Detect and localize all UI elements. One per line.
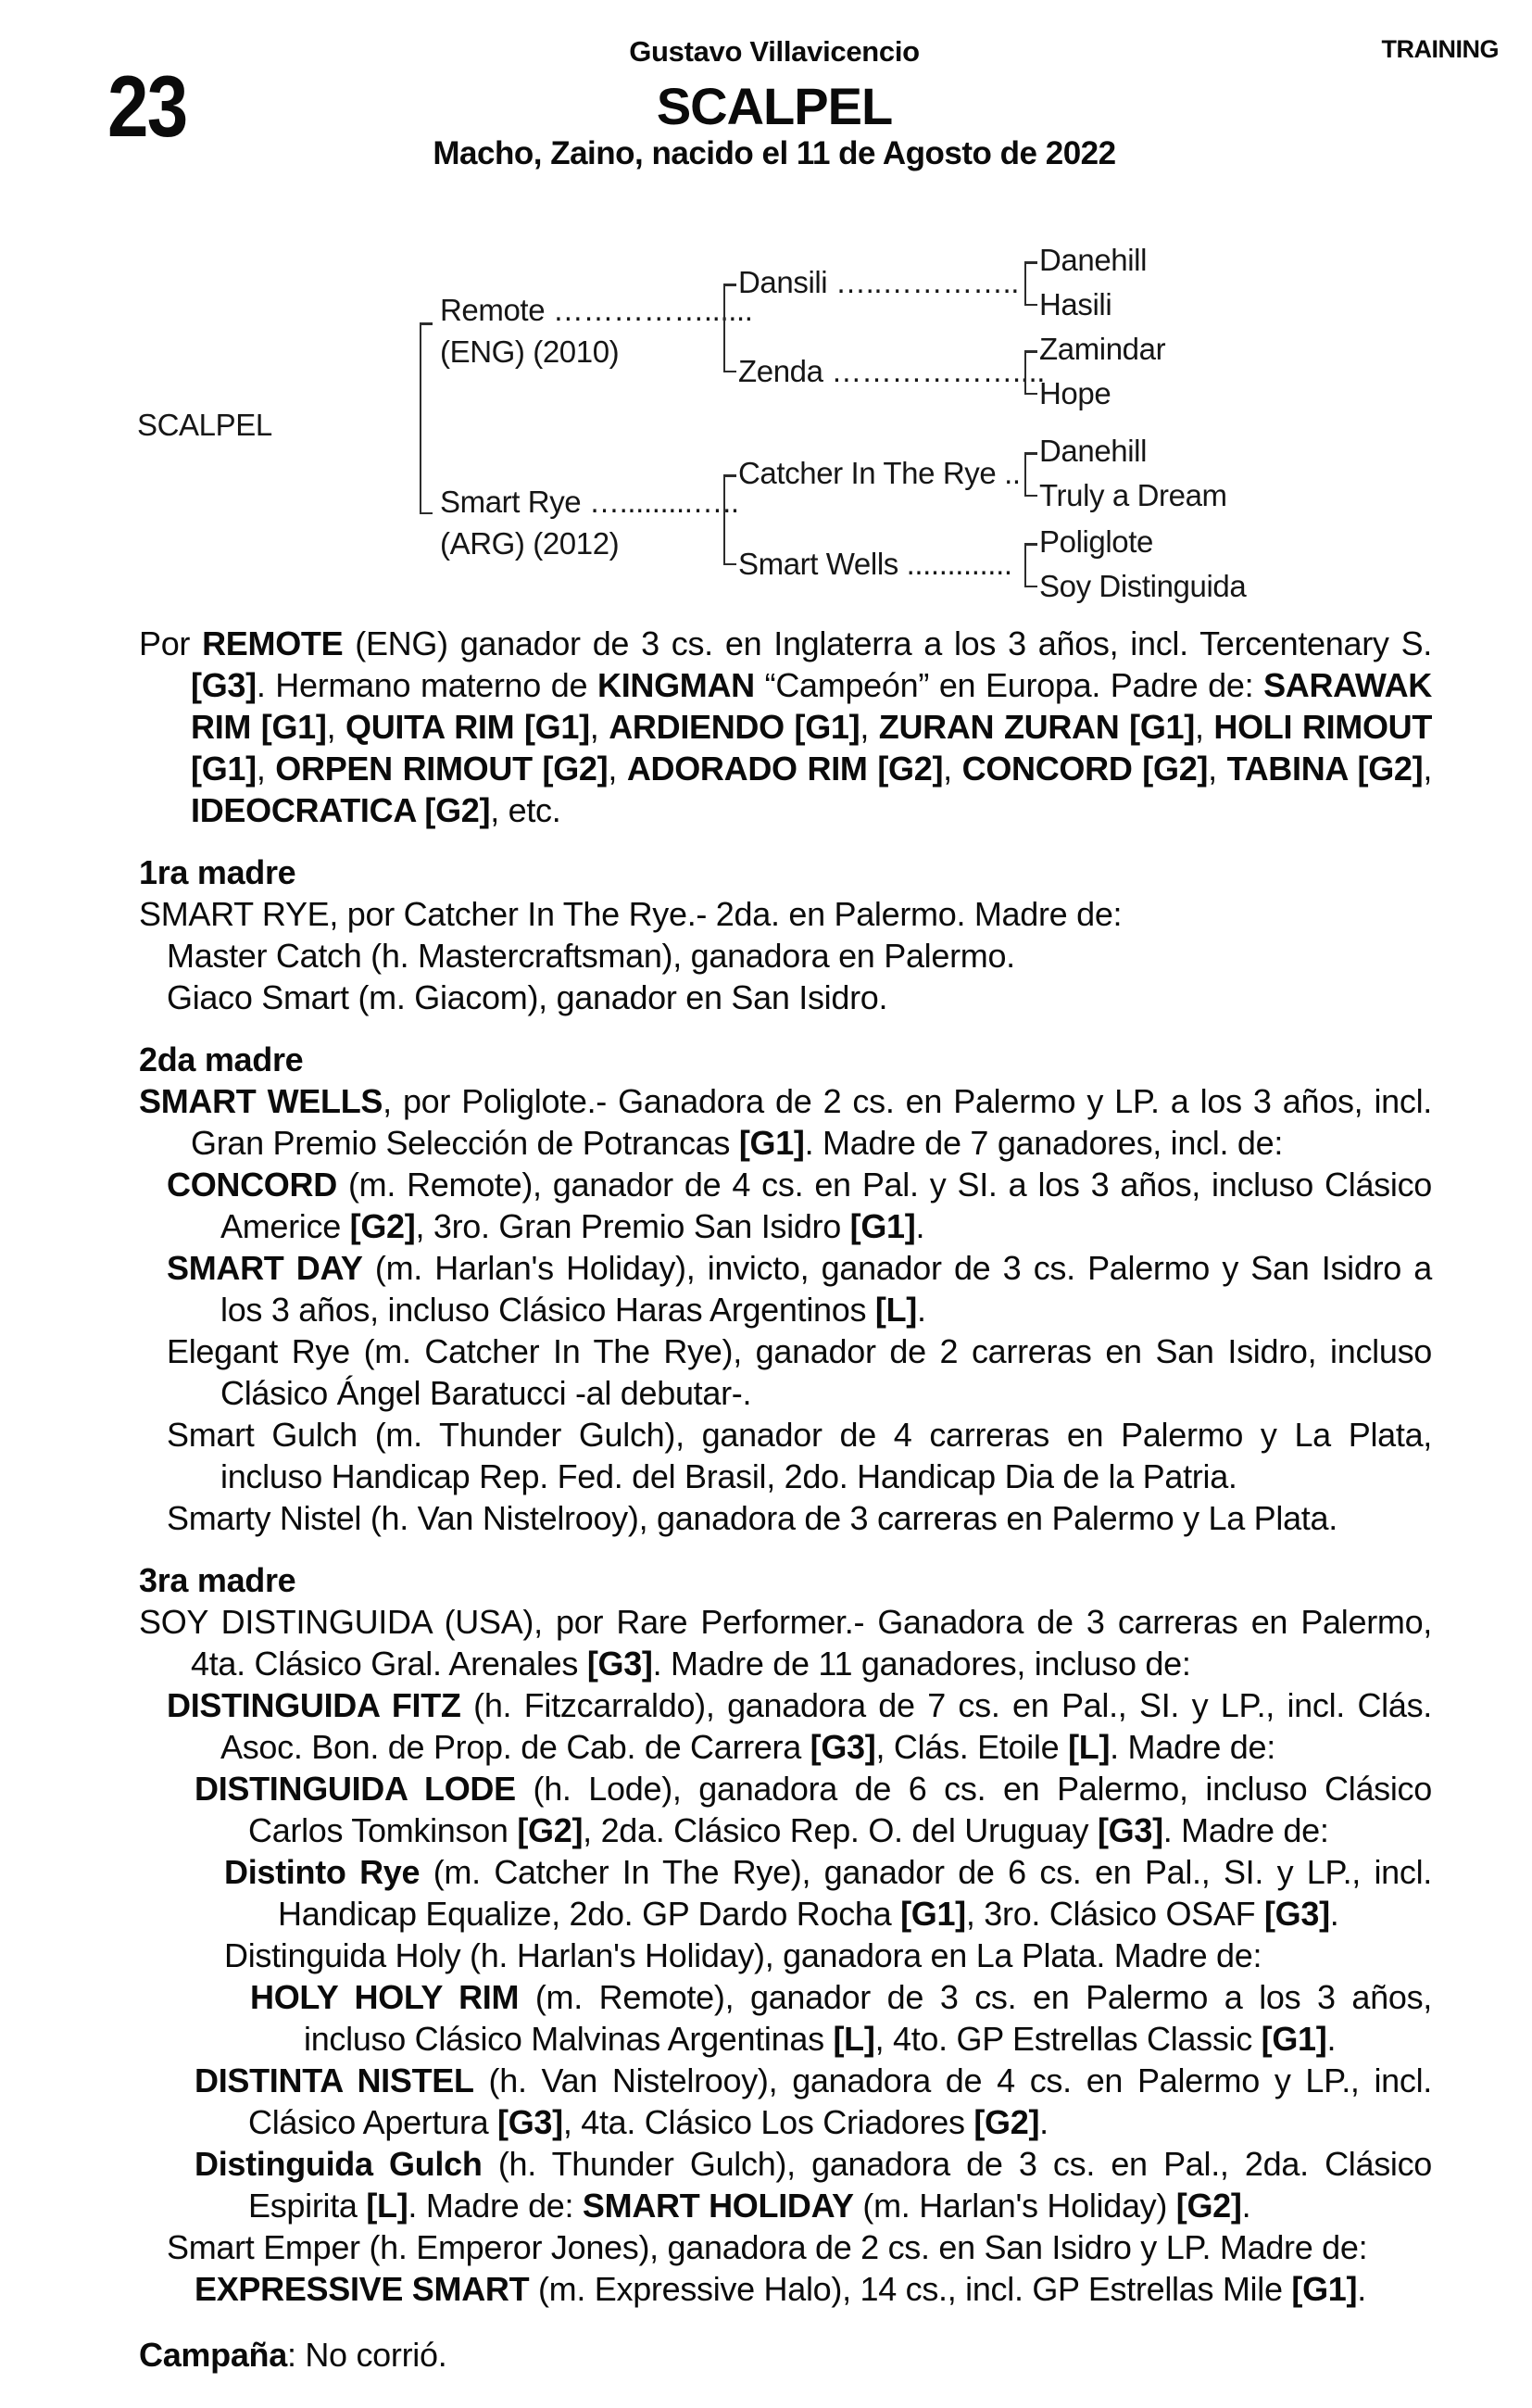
progeny-paragraph: CONCORD (m. Remote), ganador de 4 cs. en Pal. y SI. a los 3 años, incluso Clásico Americe [G2], 3ro. Gran Premio San Isidro [G1]. [167, 1166, 1432, 1245]
pedigree-node-detail: (ARG) (2012) [440, 526, 620, 561]
progeny-paragraph: DISTINGUIDA LODE (h. Lode), ganadora de 6 cs. en Palermo, incluso Clásico Carlos Tomkinson [G2], 2da. Clásico Rep. O. del Uruguay [G3]. Madre de: [195, 1770, 1432, 1849]
progeny-paragraph: Smarty Nistel (h. Van Nistelrooy), ganadora de 3 carreras en Palermo y La Plata. [167, 1499, 1337, 1537]
horse-description: Macho, Zaino, nacido el 11 de Agosto de 2022 [433, 135, 1116, 171]
pedigree-node-name: Smart Wells ............. [738, 547, 1012, 581]
pedigree-node-name: Catcher In The Rye .. [738, 456, 1021, 490]
pedigree-node-dam [440, 481, 739, 564]
pedigree-node-name: Zamindar [1039, 332, 1166, 366]
pedigree-node-name: Danehill [1039, 434, 1148, 468]
progeny-paragraph: DISTINGUIDA FITZ (h. Fitzcarraldo), ganadora de 7 cs. en Pal., SI. y LP., incl. Clás. Asoc. Bon. de Prop. de Cab. de Carrera [G3], Clás. Etoile [L]. Madre de: [167, 1686, 1432, 1766]
pedigree-node-name: Poliglote [1039, 524, 1153, 559]
pedigree-node-detail: (ENG) (2010) [440, 334, 620, 369]
progeny-paragraph: Distinguida Holy (h. Harlan's Holiday), ganadora en La Plata. Madre de: [224, 1936, 1262, 1974]
dam-paragraph: SOY DISTINGUIDA (USA), por Rare Performer.- Ganadora de 3 carreras en Palermo, 4ta. Clásico Gral. Arenales [G3]. Madre de 11 ganadores, incluso de: [139, 1603, 1432, 1683]
session-label: TRAINING [1381, 35, 1499, 63]
campaign-note: Campaña: No corrió. [139, 2336, 447, 2374]
pedigree-bracket [1024, 261, 1039, 306]
trainer-name: Gustavo Villavicencio [629, 35, 920, 68]
pedigree-node-name: Hasili [1039, 287, 1112, 321]
progeny-paragraph: Smart Emper (h. Emperor Jones), ganadora de 2 cs. en San Isidro y LP. Madre de: [167, 2228, 1368, 2266]
pedigree-root-name: SCALPEL [137, 408, 272, 442]
progeny-paragraph: EXPRESSIVE SMART (m. Expressive Halo), 14 cs., incl. GP Estrellas Mile [G1]. [195, 2270, 1366, 2308]
pedigree-node-name: Hope [1039, 376, 1111, 410]
pedigree-bracket [1024, 543, 1039, 587]
hip-number: 23 [107, 57, 187, 155]
progeny-paragraph: Distinto Rye (m. Catcher In The Rye), ganador de 6 cs. en Pal., SI. y LP., incl. Handicap Equalize, 2do. GP Dardo Rocha [G1], 3ro. Clásico OSAF [G3]. [224, 1853, 1432, 1933]
progeny-paragraph: DISTINTA NISTEL (h. Van Nistelrooy), ganadora de 4 cs. en Palermo y LP., incl. Clásico Apertura [G3], 4ta. Clásico Los Criadores [G2]. [195, 2061, 1432, 2141]
dam-paragraph: SMART RYE, por Catcher In The Rye.- 2da. en Palermo. Madre de: [139, 895, 1123, 933]
pedigree-node-name: Remote ……………...... [440, 293, 753, 327]
pedigree-node-sire [440, 289, 753, 372]
catalog-text [139, 623, 1432, 2376]
pedigree-bracket [1024, 452, 1039, 497]
pedigree-node-name: Truly a Dream [1039, 478, 1227, 512]
progeny-paragraph: Master Catch (h. Mastercraftsman), ganadora en Palermo. [167, 937, 1015, 975]
pedigree-bracket [420, 322, 434, 514]
pedigree-bracket [723, 474, 738, 565]
progeny-paragraph: SMART DAY (m. Harlan's Holiday), invicto, ganador de 3 cs. Palermo y San Isidro a los 3 años, incluso Clásico Haras Argentinos [L]. [167, 1249, 1433, 1329]
section-heading-1ra-madre: 1ra madre [139, 853, 296, 891]
section-heading-3ra-madre: 3ra madre [139, 1561, 296, 1599]
progeny-paragraph: Elegant Rye (m. Catcher In The Rye), ganador de 2 carreras en San Isidro, incluso Clásico Ángel Baratucci -al debutar-. [167, 1332, 1432, 1412]
pedigree-node-name: Zenda ……………….... [738, 354, 1046, 388]
sire-note-paragraph: Por REMOTE (ENG) ganador de 3 cs. en Inglaterra a los 3 años, incl. Tercentenary S. [G3]. Hermano materno de KINGMAN “Campeón” en Europa. Padre de: SARAWAK RIM [G1], QUITA RIM [G1], ARDIENDO [G1], ZURAN ZURAN [G1], HOLI RIMOUT [G1], ORPEN RIMOUT [G2], ADORADO RIM [G2], CONCORD [G2], TABINA [G2], IDEOCRATICA [G2], etc. [139, 624, 1433, 829]
page-title: SCALPEL [656, 77, 893, 135]
pedigree-node-name: Dansili …..………….. [738, 265, 1020, 299]
section-heading-2da-madre: 2da madre [139, 1040, 304, 1078]
pedigree-bracket [1024, 350, 1039, 395]
progeny-paragraph: Giaco Smart (m. Giacom), ganador en San Isidro. [167, 978, 888, 1016]
progeny-paragraph: Smart Gulch (m. Thunder Gulch), ganador de 4 carreras en Palermo y La Plata, incluso Handicap Rep. Fed. del Brasil, 2do. Handicap Dia de la Patria. [167, 1416, 1432, 1495]
pedigree-node-name: Danehill [1039, 243, 1148, 277]
pedigree-bracket [723, 284, 738, 372]
dam-paragraph: SMART WELLS, por Poliglote.- Ganadora de 2 cs. en Palermo y LP. a los 3 años, incl. Gran Premio Selección de Potrancas [G1]. Madre de 7 ganadores, incl. de: [139, 1082, 1432, 1162]
progeny-paragraph: Distinguida Gulch (h. Thunder Gulch), ganadora de 3 cs. en Pal., 2da. Clásico Espirita [L]. Madre de: SMART HOLIDAY (m. Harlan's Holiday) [G2]. [195, 2145, 1433, 2225]
pedigree-node-name: Soy Distinguida [1039, 569, 1247, 603]
pedigree-node-name: Smart Rye ….........….. [440, 485, 739, 519]
progeny-paragraph: HOLY HOLY RIM (m. Remote), ganador de 3 cs. en Palermo a los 3 años, incluso Clásico Malvinas Argentinas [L], 4to. GP Estrellas Classic [G1]. [250, 1978, 1433, 2058]
pedigree-tree [0, 0, 1532, 630]
